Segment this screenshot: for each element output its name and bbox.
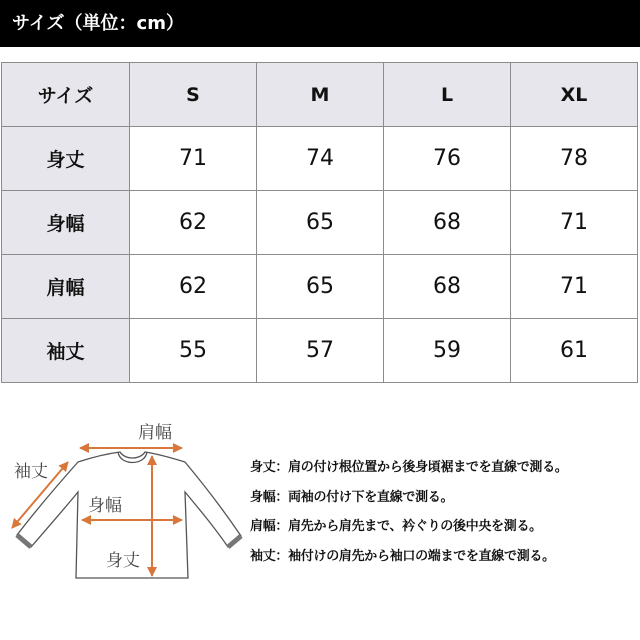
table-cell: 59 [384,319,511,383]
table-cell: 65 [257,255,384,319]
table-cell: 78 [511,127,638,191]
table-header-row [2,63,638,127]
row-label-sleeve: 袖丈 [2,319,130,383]
legend-shoulder: 肩幅：肩先から肩先まで、衿ぐりの後中央を測る。 [250,519,542,534]
legend-width: 身幅：両袖の付け下を直線で測る。 [250,489,454,505]
row-label-width: 身幅 [2,191,130,255]
table-cell: 65 [257,191,384,255]
garment-diagram [0,410,245,600]
table-cell: 76 [384,127,511,191]
header-cell-l: L [384,63,511,127]
table-row [2,319,638,383]
page-title: サイズ（単位：cm） [0,0,640,47]
table-cell: 68 [384,255,511,319]
header-cell-m: M [257,63,384,127]
table-cell: 71 [511,191,638,255]
table-cell: 71 [511,255,638,319]
shoulder-label: 肩幅 [138,423,172,443]
header-cell-s: S [130,63,257,127]
measurement-legend [250,458,635,576]
table-row [2,255,638,319]
table-row [2,191,638,255]
row-label-length: 身丈 [2,127,130,191]
table-cell: 68 [384,191,511,255]
legend-sleeve: 袖丈：袖付けの肩先から袖口の端までを直線で測る。 [250,548,555,564]
size-table [1,62,638,383]
row-label-shoulder: 肩幅 [2,255,130,319]
legend-length: 身丈：肩の付け根位置から後身頃裾までを直線で測る。 [250,460,568,475]
sleeve-label: 袖丈 [14,462,48,482]
table-cell: 55 [130,319,257,383]
length-label: 身丈 [106,551,140,571]
table-cell: 62 [130,255,257,319]
table-cell: 74 [257,127,384,191]
table-cell: 71 [130,127,257,191]
table-cell: 57 [257,319,384,383]
table-cell: 62 [130,191,257,255]
header-cell-xl: XL [511,63,638,127]
width-label: 身幅 [88,496,122,516]
table-cell: 61 [511,319,638,383]
table-row [2,127,638,191]
header-cell-size: サイズ [2,63,130,127]
